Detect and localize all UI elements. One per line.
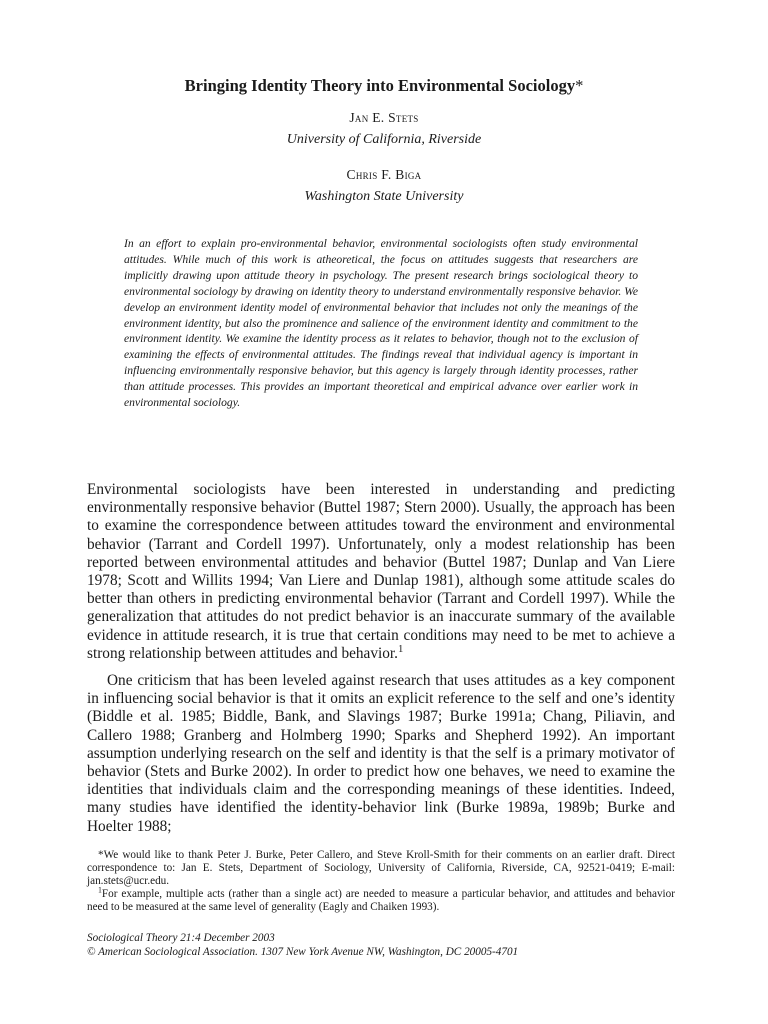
paper-title	[0, 76, 768, 96]
footnote-marker: 1	[98, 885, 102, 895]
journal-citation: Sociological Theory 21:4 December 2003	[87, 932, 275, 944]
abstract: In an effort to explain pro-environmental behavior, environmental sociologists often study environmental attitudes. While much of this work is atheoretical, the focus on attitudes suggests that researchers are implicitly drawing upon attitude theory in psychology. The present research brings sociological theory to environmental sociology by drawing on identity theory to understand environmentally responsive behavior. We develop an environment identity model of environmental behavior that includes not only the meanings of the environment identity, but also the prominence and salience of the environment identity and commitment to the environment identity. We examine the identity process as it relates to behavior, though not to the exclusion of examining the effects of environmental attitudes. The findings reveal that individual agency is important in influencing environmentally responsive behavior, but this agency is largely through identity processes, rather than attitude processes. This provides an important theoretical and empirical advance over earlier work in environmental sociology.	[124, 237, 638, 410]
footnote-ref-1[interactable]: 1	[397, 642, 404, 655]
author-affiliation-1: University of California, Riverside	[286, 132, 482, 147]
author-affiliation-2: Washington State University	[304, 189, 464, 204]
title-text: Bringing Identity Theory into Environmental Sociology	[184, 76, 576, 95]
body-paragraph-1-text: Environmental sociologists have been interested in understanding and predicting environmentally responsive behavior (Buttel 1987; Stern 2000). Usually, the approach has been to examine the correspondence between attitudes toward the environment and environmental behavior (Tarrant and Cordell 1997). Unfortunately, only a modest relationship has been reported between environmental attitudes and behavior (Buttel 1987; Dunlap and Van Liere 1978; Scott and Willits 1994; Van Liere and Dunlap 1981), although some attitude scales do better than others in predicting environmental behavior (Tarrant and Cordell 1997). While the generalization that attitudes do not predict behavior is an inaccurate summary of the available evidence in attitude research, it is true that certain conditions may need to be met to achieve a strong relationship between attitudes and behavior.	[87, 481, 675, 662]
footnote-1	[87, 885, 675, 914]
title-footnote-marker: *	[575, 76, 584, 95]
footnotes	[87, 849, 675, 914]
footnote-text: For example, multiple acts (rather than a single act) are needed to measure a particular behavior, and attitudes and behavior need to be measured at the same level of generality (Eagly and Chaiken 1993).	[87, 888, 675, 914]
footnote-text: We would like to thank Peter J. Burke, Peter Callero, and Steve Kroll-Smith for their comments on an earlier draft. Direct correspondence to: Jan E. Stets, Department of Sociology, University of California, Riverside, CA, 92521-0419; E-mail: jan.stets@ucr.edu.	[87, 849, 675, 888]
body-paragraph-1	[87, 481, 675, 663]
body-paragraph-2: One criticism that has been leveled against research that uses attitudes as a key component in influencing social behavior is that it omits an explicit reference to the self and one’s identity (Biddle et al. 1985; Biddle, Bank, and Slavings 1987; Burke 1991a; Chang, Piliavin, and Callero 1988; Granberg and Holmberg 1990; Sparks and Shepherd 1992). An important assumption underlying research on the self and identity is that the self is a primary motivator of behavior (Stets and Burke 2002). In order to predict how one behaves, we need to examine the identities that individuals claim and the corresponding meanings of these identities. Indeed, many studies have identified the identity-behavior link (Burke 1989a, 1989b; Burke and Hoelter 1988;	[87, 672, 675, 835]
footnote-marker: *	[98, 849, 104, 861]
author-name-1: Jan E. Stets	[349, 110, 419, 125]
journal-copyright: © American Sociological Association. 1307 New York Avenue NW, Washington, DC 20005-4701	[87, 946, 519, 958]
author-name-2: Chris F. Biga	[346, 167, 422, 182]
footnote-acknowledgment	[87, 849, 675, 888]
